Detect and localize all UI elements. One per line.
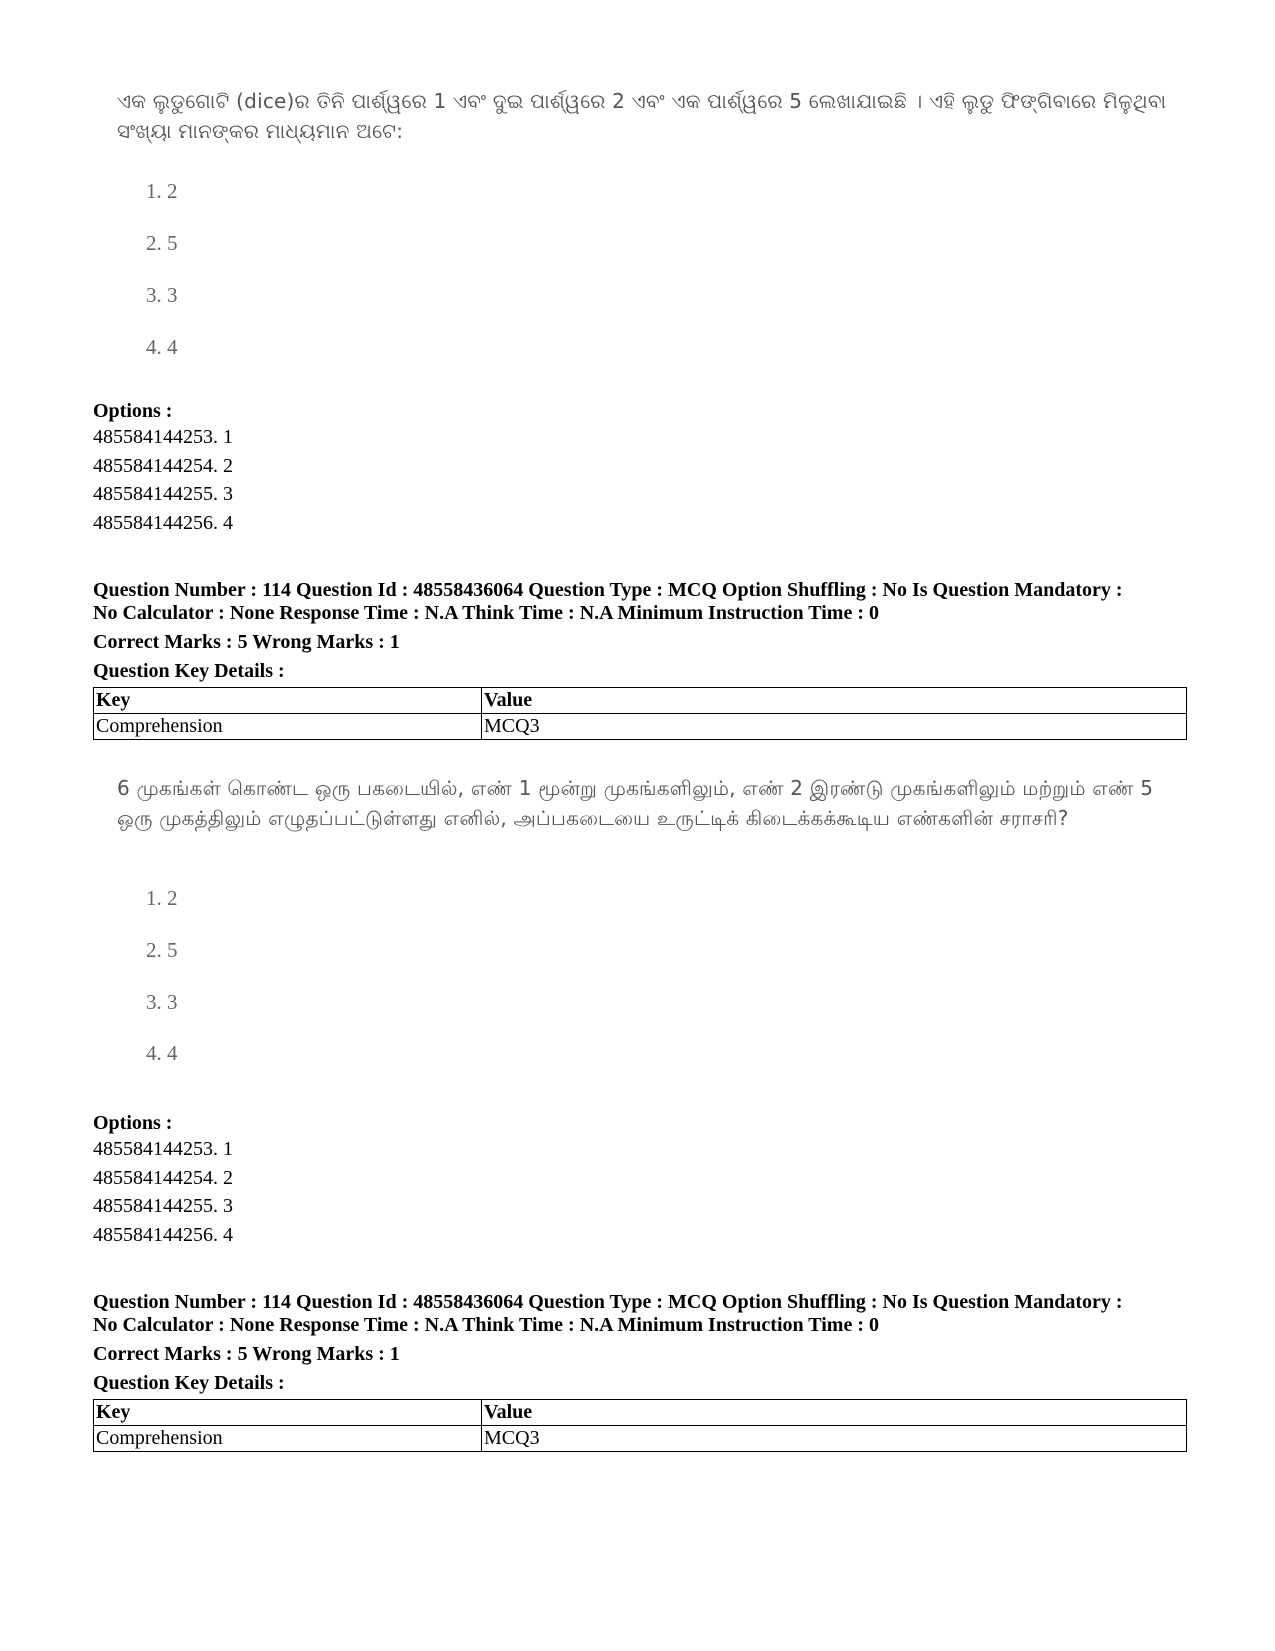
table-cell-key: Comprehension xyxy=(94,714,482,740)
table-cell-key: Comprehension xyxy=(94,1426,482,1452)
key-details-table xyxy=(93,1399,1187,1452)
option-line: 485584144253. 1 xyxy=(93,426,233,448)
key-details-label: Question Key Details : xyxy=(93,660,285,682)
key-details-label: Question Key Details : xyxy=(93,1372,285,1394)
option-line: 485584144254. 2 xyxy=(93,1166,233,1189)
question-meta-line: No Calculator : None Response Time : N.A Think Time : N.A Minimum Instruction Time : 0 xyxy=(93,1314,879,1336)
table-header-value: Value xyxy=(482,1400,1187,1426)
question-meta-line: Question Number : 114 Question Id : 48558436064 Question Type : MCQ Option Shuffling : No Is Question Mandatory : xyxy=(93,579,1123,601)
option-line: 485584144255. 3 xyxy=(93,483,233,505)
question-meta-line: No Calculator : None Response Time : N.A Think Time : N.A Minimum Instruction Time : 0 xyxy=(93,602,879,624)
option-line: 485584144256. 4 xyxy=(93,511,233,534)
table-header-key: Key xyxy=(94,1400,482,1426)
choice-item: 3. 3 xyxy=(146,990,178,1014)
table-cell-value: MCQ3 xyxy=(482,1426,1187,1452)
question-text: ଏକ ଲୁଡୁଗୋଟି (dice)ର ତିନି ପାର୍ଶ୍ୱରେ 1 ଏବଂ ଦୁଇ ପାର୍ଶ୍ୱରେ 2 ଏବଂ ଏକ ପାର୍ଶ୍ୱରେ 5 ଲେଖାଯାଇଛି । ଏହି ଲୁଡୁ ଫିଙ୍ଗିବାରେ ମିଳୁଥିବା ସଂଖ୍ୟା ମାନଙ୍କର ମାଧ୍ୟମାନ ଅଟେ: xyxy=(117,89,1167,143)
option-line: 485584144256. 4 xyxy=(93,1223,233,1246)
table-header-row xyxy=(94,688,1187,714)
option-line: 485584144254. 2 xyxy=(93,454,233,477)
marks-line: Correct Marks : 5 Wrong Marks : 1 xyxy=(93,1343,400,1365)
option-line: 485584144253. 1 xyxy=(93,1138,233,1160)
options-block xyxy=(93,1112,1183,1249)
choice-item: 4. 4 xyxy=(146,335,178,359)
choice-item: 2. 5 xyxy=(146,231,178,255)
choice-item: 1. 2 xyxy=(146,179,178,203)
marks-line: Correct Marks : 5 Wrong Marks : 1 xyxy=(93,631,400,653)
options-label: Options : xyxy=(93,400,173,422)
table-header-row xyxy=(94,1400,1187,1426)
options-label: Options : xyxy=(93,1112,173,1134)
option-line: 485584144255. 3 xyxy=(93,1195,233,1217)
question-image-tamil xyxy=(117,773,1177,1065)
table-cell-value: MCQ3 xyxy=(482,714,1187,740)
table-row xyxy=(94,1426,1187,1452)
question-meta-block xyxy=(93,1291,1183,1452)
choice-item: 2. 5 xyxy=(146,938,178,962)
question-text: 6 முகங்கள் கொண்ட ஒரு பகடையில், எண் 1 மூன்று முகங்களிலும், எண் 2 இரண்டு முகங்களிலும் மற்றும் எண் 5 ஒரு முகத்திலும் எழுதப்பட்டுள்ளது எனில், அப்பகடையை உருட்டிக் கிடைக்கக்கூடிய எண்களின் சராசரி? xyxy=(117,776,1154,830)
choice-item: 1. 2 xyxy=(146,886,178,910)
choice-item: 4. 4 xyxy=(146,1041,178,1065)
table-header-key: Key xyxy=(94,688,482,714)
table-row xyxy=(94,714,1187,740)
key-details-table xyxy=(93,687,1187,740)
question-image-odia xyxy=(117,86,1177,359)
table-header-value: Value xyxy=(482,688,1187,714)
options-block xyxy=(93,400,1183,537)
question-meta-block xyxy=(93,579,1183,740)
choice-item: 3. 3 xyxy=(146,283,178,307)
question-meta-line: Question Number : 114 Question Id : 48558436064 Question Type : MCQ Option Shuffling : No Is Question Mandatory : xyxy=(93,1291,1123,1313)
